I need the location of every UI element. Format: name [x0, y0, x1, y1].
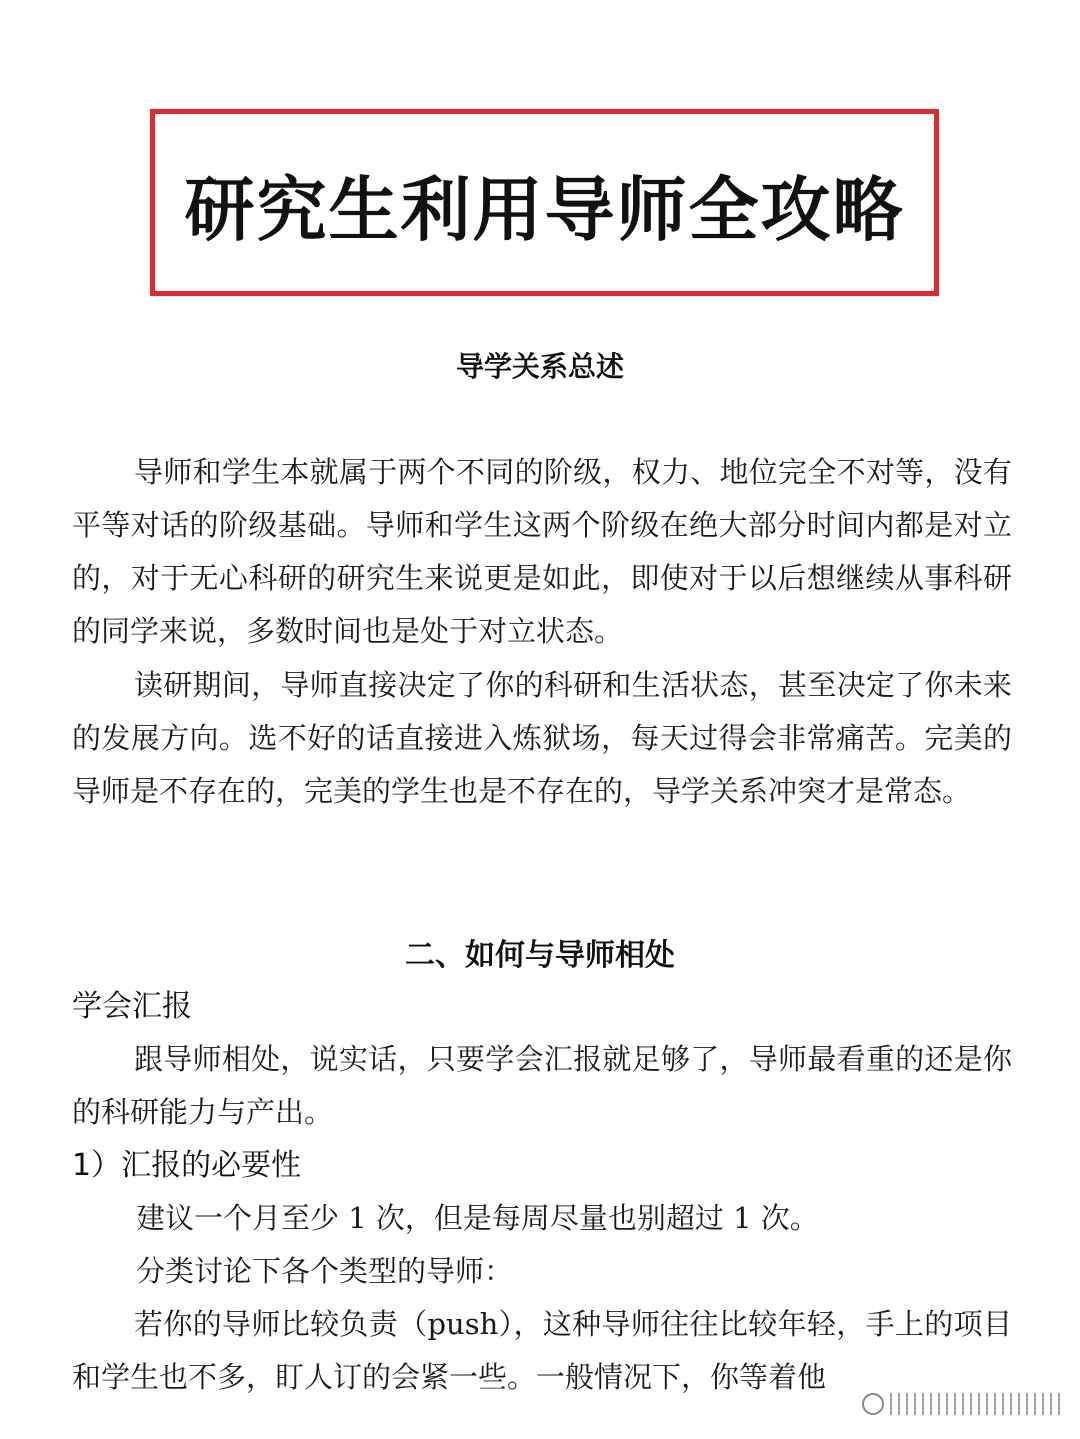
paragraph-advisor-type: 若你的导师比较负责（push），这种导师往往比较年轻，手上的项目和学生也不多，盯人订的会紧一些。一般情况下，你等着他 — [72, 1307, 1012, 1394]
section-heading-get-along: 二、如何与导师相处 — [405, 938, 675, 973]
suggestion-line: 建议一个月至少 1 次，但是每周尽量也别超过 1 次。 — [136, 1201, 819, 1235]
subheading-necessity: 1）汇报的必要性 — [72, 1148, 302, 1183]
watermark-bars — [890, 1393, 1060, 1415]
circle-logo-icon — [862, 1393, 884, 1415]
paragraph-report: 跟导师相处，说实话，只要学会汇报就足够了，导师最看重的还是你的科研能力与产出。 — [72, 1042, 1012, 1129]
subheading-learn-report: 学会汇报 — [72, 989, 192, 1024]
classify-line: 分类讨论下各个类型的导师： — [136, 1254, 514, 1288]
paragraph-overview-2: 读研期间，导师直接决定了你的科研和生活状态，甚至决定了你未来的发展方向。选不好的话直接进入炼狱场，每天过得会非常痛苦。完美的导师是不存在的，完美的学生也是不存在的，导学关系冲突才是常态。 — [72, 668, 1012, 808]
watermark — [838, 1384, 1060, 1424]
paragraph-overview-1: 导师和学生本就属于两个不同的阶级，权力、地位完全不对等，没有平等对话的阶级基础。导师和学生这两个阶级在绝大部分时间内都是对立的，对于无心科研的研究生来说更是如此，即使对于以后想继续从事科研的同学来说，多数时间也是处于对立状态。 — [72, 455, 1012, 648]
title-box — [150, 109, 939, 296]
page-title: 研究生利用导师全攻略 — [184, 169, 905, 251]
section-heading-overview: 导学关系总述 — [455, 350, 624, 383]
